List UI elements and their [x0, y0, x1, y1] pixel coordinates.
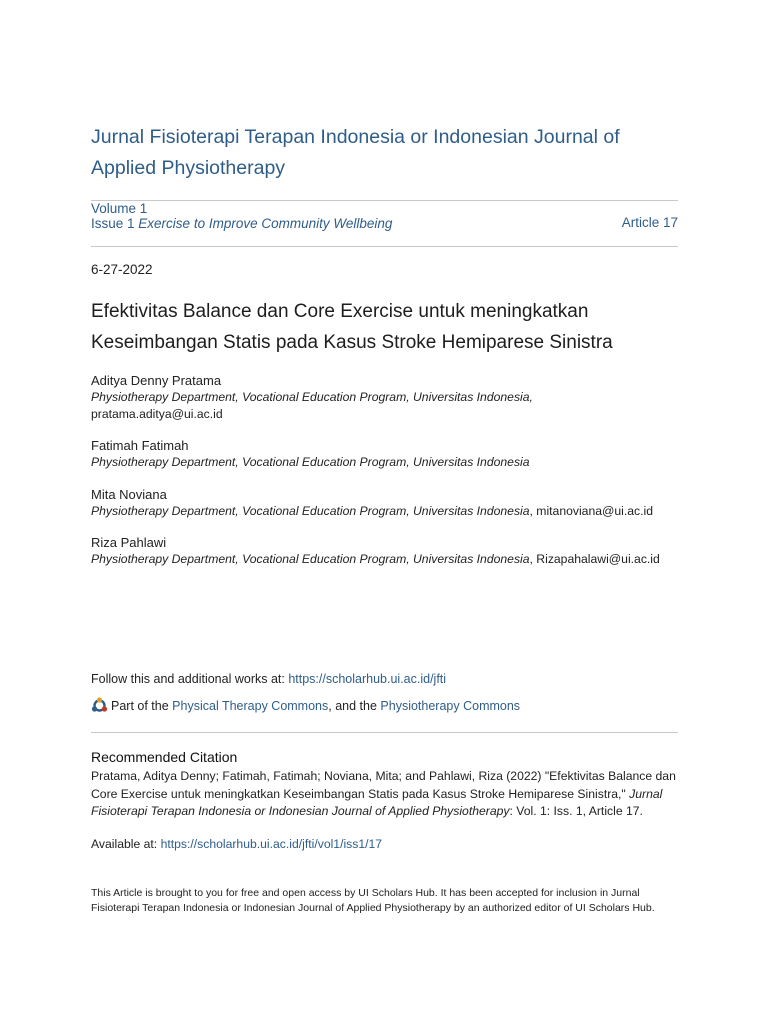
- part-of-line: [91, 697, 520, 714]
- citation-end: : Vol. 1: Iss. 1, Article 17.: [509, 804, 643, 818]
- recommended-citation-heading: Recommended Citation: [91, 749, 238, 765]
- article-title: Efektivitas Balance dan Core Exercise untuk meningkatkan Keseimbangan Statis pada Kasus Stroke Hemiparese Sinistra: [91, 301, 613, 353]
- part-of-prefix: Part of the: [111, 698, 169, 713]
- citation-text: [91, 768, 681, 821]
- citation-divider: [91, 732, 678, 733]
- volume-link[interactable]: Volume 1: [91, 201, 148, 216]
- part-of-middle: , and the: [328, 698, 377, 713]
- author-email: , mitanoviana@ui.ac.id: [529, 504, 654, 518]
- author-name[interactable]: Fatimah Fatimah: [91, 438, 189, 453]
- author-name[interactable]: Riza Pahlawi: [91, 535, 167, 550]
- author-affiliation: Physiotherapy Department, Vocational Education Program, Universitas Indonesia, mitanoviana@ui.ac.id: [91, 504, 654, 518]
- available-prefix: Available at:: [91, 837, 161, 851]
- follow-text: Follow this and additional works at:: [91, 672, 289, 686]
- issue-prefix: Issue 1: [91, 216, 135, 231]
- follow-link[interactable]: https://scholarhub.ui.ac.id/jfti: [288, 672, 447, 686]
- author-affiliation: Physiotherapy Department, Vocational Education Program, Universitas Indonesia, Rizapahalawi@ui.ac.id: [91, 552, 660, 566]
- author-name[interactable]: Aditya Denny Pratama: [91, 373, 222, 388]
- publication-date: 6-27-2022: [91, 262, 153, 277]
- physical-therapy-commons-link[interactable]: Physical Therapy Commons: [172, 698, 329, 713]
- access-note: This Article is brought to you for free and open access by UI Scholars Hub. It has been accepted for inclusion in Jurnal Fisioterapi Terapan Indonesia or Indonesian Journal of Applied Physiotherapy by an authorized editor of UI Scholars Hub.: [91, 887, 655, 914]
- network-icon: [91, 697, 108, 714]
- issue-name: Exercise to Improve Community Wellbeing: [138, 216, 393, 231]
- follow-line: [91, 672, 446, 686]
- author-email: , Rizapahalawi@ui.ac.id: [529, 552, 660, 566]
- citation-journal: Jurnal Fisioterapi Terapan Indonesia or Indonesian Journal of Applied Physiotherapy: [91, 786, 663, 818]
- author-entry: [91, 438, 691, 471]
- cover-page: [91, 0, 678, 1024]
- bottom-divider: [91, 246, 678, 247]
- available-link[interactable]: https://scholarhub.ui.ac.id/jfti/vol1/iss1/17: [160, 837, 383, 851]
- author-affiliation: Physiotherapy Department, Vocational Education Program, Universitas Indonesia, pratama.aditya@ui.ac.id: [91, 390, 533, 421]
- author-entry: [91, 373, 691, 423]
- author-affiliation: Physiotherapy Department, Vocational Education Program, Universitas Indonesia: [91, 455, 530, 469]
- author-name[interactable]: Mita Noviana: [91, 487, 167, 502]
- volume-issue-block: [91, 201, 678, 231]
- author-entry: [91, 535, 691, 568]
- issue-link[interactable]: [91, 216, 678, 231]
- author-email: pratama.aditya@ui.ac.id: [91, 407, 223, 421]
- journal-title[interactable]: Jurnal Fisioterapi Terapan Indonesia or Indonesian Journal of Applied Physiotherapy: [91, 126, 620, 179]
- article-number-link[interactable]: Article 17: [621, 215, 678, 230]
- citation-start: Pratama, Aditya Denny; Fatimah, Fatimah; Noviana, Mita; and Pahlawi, Riza (2022) "Efektivitas Balance dan Core Exercise untuk meningkatkan Keseimbangan Statis pada Kasus Stroke Hemiparese Sinistra,": [91, 769, 676, 801]
- available-at-line: [91, 837, 382, 851]
- physiotherapy-commons-link[interactable]: Physiotherapy Commons: [380, 698, 521, 713]
- author-entry: [91, 487, 691, 520]
